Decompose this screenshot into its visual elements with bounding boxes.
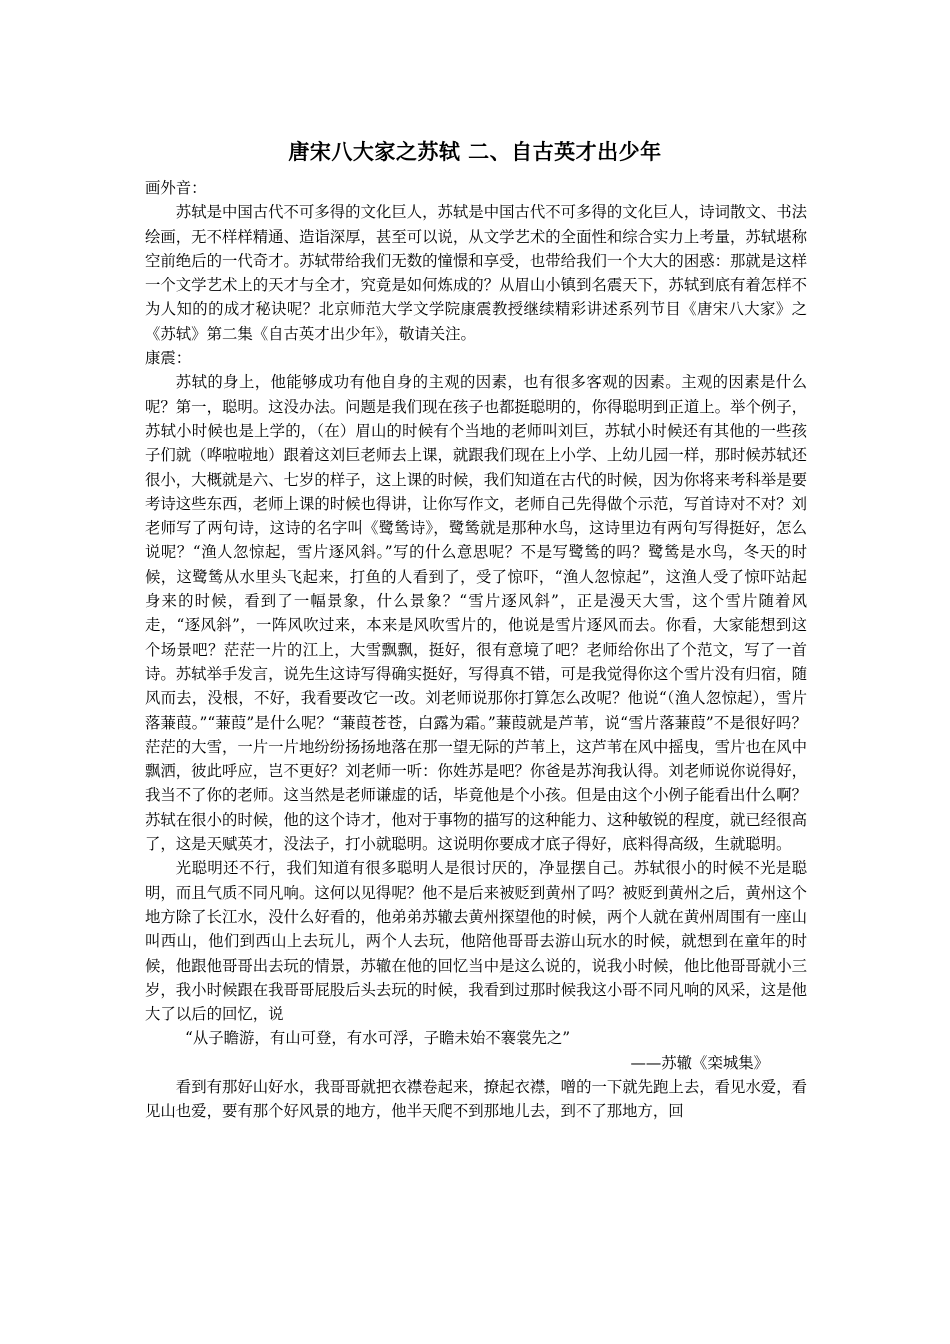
paragraph-1: 苏轼的身上，他能够成功有他自身的主观的因素，也有很多客观的因素。主观的因素是什么呢？第一，聪明。这没办法。问题是我们现在孩子也都挺聪明的，你得聪明到正道上。举个例子，苏轼小时候也是上学的，（在）眉山的时候有个当地的老师叫刘巨，苏轼小时候还有其他的一些孩子们就（哗啦啦地）跟着这刘巨老师去上课，就跟我们现在上小学、上幼儿园一样，那时候苏轼还很小，大概就是六、七岁的样子，这上课的时候，我们知道在古代的时候，因为你将来考科举是要考诗这些东西，老师上课的时候也得讲，让你写作文，老师自己先得做个示范，写首诗对不对？刘老师写了两句诗，这诗的名字叫《鹭鸶诗》，鹭鸶就是那种水鸟，这诗里边有两句写得挺好，怎么说呢？“渔人忽惊起，雪片逐风斜。”写的什么意思呢？不是写鹭鸶的吗？鹭鸶是水鸟，冬天的时候，这鹭鸶从水里头飞起来，打鱼的人看到了，受了惊吓，“渔人忽惊起”，这渔人受了惊吓站起身来的时候，看到了一幅景象，什么景象？“雪片逐风斜”，正是漫天大雪，这个雪片随着风走，“逐风斜”，一阵风吹过来，本来是风吹雪片的，他说是雪片逐风而去。你看，大家能想到这个场景吧？茫茫一片的江上，大雪飘飘，挺好，很有意境了吧？老师给你出了个范文，写了一首诗。苏轼举手发言，说先生这诗写得确实挺好，写得真不错，可是我觉得你这个雪片没有归宿，随风而去，没根，不好，我看要改它一改。刘老师说那你打算怎么改呢？他说“（渔人忽惊起），雪片落蒹葭。”“蒹葭”是什么呢？“蒹葭苍苍，白露为霜。”蒹葭就是芦苇，说“雪片落蒹葭”不是很好吗？茫茫的大雪，一片一片地纷纷扬扬地落在那一望无际的芦苇上，这芦苇在风中摇曳，雪片也在风中飘洒，彼此呼应，岂不更好？刘老师一听：你姓苏是吧？你爸是苏洵我认得。刘老师说你说得好，我当不了你的老师。这当然是老师谦虚的话，毕竟他是个小孩。但是由这个小例子能看出什么啊？苏轼在很小的时候，他的这个诗才，他对于事物的描写的这种能力、这种敏锐的程度，就已经很高了，这是天赋英才，没法子，打小就聪明。这说明你要成才底子得好，底料得高级，生就聪明。 — [145, 373, 807, 854]
quotation-attribution: ——苏辙《栾城集》 — [630, 1053, 769, 1072]
document-title: 唐宋八大家之苏轼 二、自古英才出少年 — [288, 139, 662, 164]
paragraph-2: 光聪明还不行，我们知道有很多聪明人是很讨厌的，净显摆自己。苏轼很小的时候不光是聪明，而且气质不同凡响。这何以见得呢？他不是后来被贬到黄州了吗？被贬到黄州之后，黄州这个地方除了长江水，没什么好看的，他弟弟苏辙去黄州探望他的时候，两个人就在黄州周围有一座山叫西山，他们到西山上去玩儿，两个人去玩，他陪他哥哥去游山玩水的时候，就想到在童年的时候，他跟他哥哥出去玩的情景，苏辙在他的回忆当中是这么说的，说我小时候，他比他哥哥就小三岁，我小时候跟在我哥哥屁股后头去玩的时候，我看到过那时候我这小哥不同凡响的风采，这是他大了以后的回忆，说 — [145, 859, 807, 1024]
section-label-speaker: 康震： — [145, 349, 192, 368]
document-body — [145, 176, 807, 1124]
quotation: “从子瞻游，有山可登，有水可浮，子瞻未始不褰裳先之” — [185, 1029, 571, 1048]
paragraph-3: 看到有那好山好水，我哥哥就把衣襟卷起来，撩起衣襟，噌的一下就先跑上去，看见水爱，看见山也爱，要有那个好风景的地方，他半天爬不到那地儿去，到不了那地方，回 — [145, 1077, 807, 1121]
section-label-voiceover: 画外音： — [145, 179, 207, 197]
paragraph-intro: 苏轼是中国古代不可多得的文化巨人，苏轼是中国古代不可多得的文化巨人，诗词散文、书法绘画，无不样样精通、造诣深厚，甚至可以说，从文学艺术的全面性和综合实力上考量，苏轼堪称空前绝后的一代奇才。苏轼带给我们无数的憧憬和享受，也带给我们一个大大的困惑：那就是这样一个文学艺术上的天才与全才，究竟是如何炼成的？从眉山小镇到名震天下，苏轼到底有着怎样不为人知的的成才秘诀呢？北京师范大学文学院康震教授继续精彩讲述系列节目《唐宋八大家》之《苏轼》第二集《自古英才出少年》，敬请关注。 — [145, 203, 807, 343]
